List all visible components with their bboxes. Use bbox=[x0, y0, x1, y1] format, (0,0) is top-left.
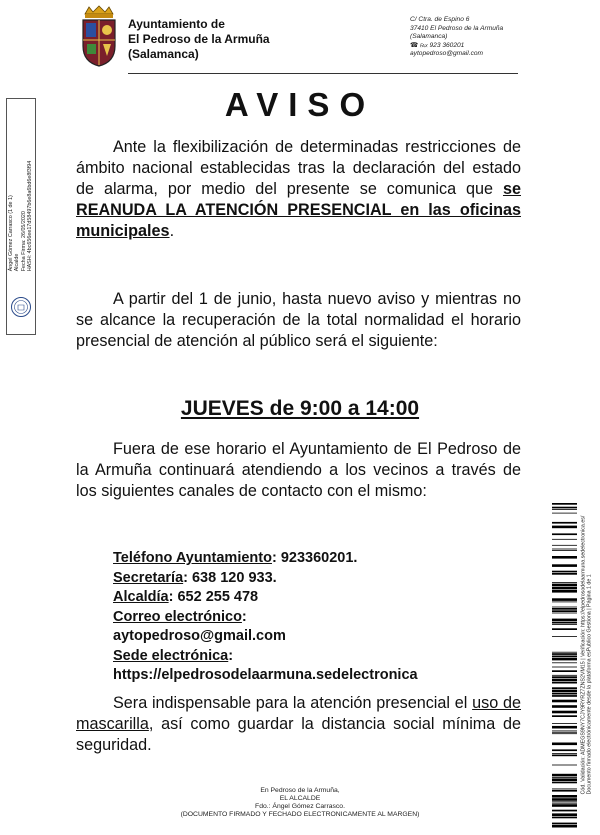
official-seal-icon bbox=[10, 296, 32, 318]
contact-value: : 652 255 478 bbox=[168, 589, 259, 605]
header-contact-block bbox=[410, 16, 503, 59]
contact-value: : 638 120 933. bbox=[183, 569, 277, 586]
validation-line: Cód. Validación: ADMEGS9NY7CJY9RYRZ7ZNS2VM15 | Verificación: https://elpedrosodelaarmuna.sedelectronica.es/ bbox=[580, 515, 587, 795]
contact-label: Correo electrónico bbox=[113, 608, 242, 625]
schedule-heading: JUEVES de 9:00 a 14:00 bbox=[180, 397, 420, 420]
signature-block bbox=[150, 787, 450, 819]
contact-sede-link[interactable]: https://elpedrosodelaarmuna.sedelectronica bbox=[113, 667, 418, 683]
contact-phone bbox=[113, 549, 418, 569]
address-line: (Salamanca) bbox=[410, 33, 448, 41]
mask-requirement-paragraph bbox=[76, 693, 521, 756]
contact-list bbox=[113, 549, 418, 686]
paragraph-text: Ante la flexibilización de determinadas restricciones de ámbito nacional establecidas tras la declaración del estado de alarma, por medio del presente se comunica que bbox=[76, 138, 521, 198]
contact-value: : 923360201. bbox=[271, 550, 358, 566]
notice-paragraph bbox=[76, 137, 521, 242]
organization-name bbox=[128, 17, 270, 62]
stamp-line: Ángel Gómez Carrasco (1 de 1) bbox=[8, 195, 15, 272]
stamp-line: Alcalde bbox=[14, 253, 21, 272]
address-line: C/ Ctra. de Espino 6 bbox=[410, 16, 470, 23]
stamp-line: HASH: 4bc656ee17d58497b6e8a6bd6e8f3f94 bbox=[27, 160, 34, 272]
phone-number: 923 360201 bbox=[429, 41, 465, 49]
signature-stamp-text bbox=[8, 161, 34, 272]
phone-line bbox=[410, 42, 503, 51]
emphasis-text: se REANUDA LA ATENCIÓN PRESENCIAL en las oficinas municipales bbox=[76, 180, 521, 240]
address-line: 37410 El Pedroso de la Armuña bbox=[410, 24, 504, 32]
contact-email-value[interactable]: aytopedroso@gmail.com bbox=[113, 628, 286, 644]
contact-label: Teléfono Ayuntamiento bbox=[113, 550, 272, 566]
contact-sede-label bbox=[113, 647, 418, 667]
signature-line: (DOCUMENTO FIRMADO Y FECHADO ELECTRONICAMENTE AL MARGEN) bbox=[180, 811, 420, 818]
contact-mayor bbox=[113, 588, 418, 608]
header-divider bbox=[128, 73, 518, 74]
signature-line: EL ALCALDE bbox=[279, 795, 321, 802]
channels-intro-paragraph: Fuera de ese horario el Ayuntamiento de El Pedroso de la Armuña continuará atendiendo a los vecinos a través de los siguientes canales de contacto con el mismo: bbox=[76, 440, 521, 500]
municipal-coat-of-arms bbox=[79, 4, 119, 68]
paragraph-text: Sera indispensable para la atención presencial el bbox=[113, 694, 473, 712]
signature-line: En Pedroso de la Armuña, bbox=[260, 787, 340, 794]
org-line: Ayuntamiento de bbox=[128, 17, 225, 31]
barcode-icon bbox=[552, 503, 577, 828]
underlined-text: uso de mascarilla bbox=[76, 694, 521, 733]
contact-colon: : bbox=[241, 608, 247, 625]
signature-line: Fdo.: Ángel Gómez Carrasco. bbox=[255, 803, 345, 810]
validation-line: Documento firmado electrónicamente desde la plataforma esPublico Gestiona | Página 1 de 1 bbox=[587, 574, 593, 795]
contact-secretary bbox=[113, 569, 418, 589]
phone-fax-icon: ☎ ℻ bbox=[410, 41, 430, 49]
contact-label: Secretaría bbox=[113, 569, 184, 586]
contact-label: Alcaldía bbox=[113, 589, 169, 605]
contact-email-label bbox=[113, 608, 418, 628]
org-line: (Salamanca) bbox=[128, 47, 199, 61]
paragraph-text: , así como guardar la distancia social mínima de seguridad. bbox=[76, 715, 521, 754]
contact-colon: : bbox=[228, 647, 234, 664]
paragraph-end: . bbox=[169, 222, 175, 240]
validation-text bbox=[581, 516, 594, 795]
contact-label: Sede electrónica bbox=[113, 647, 229, 664]
page-title: AVISO bbox=[224, 86, 376, 123]
email-line: aytopedroso@gmail.com bbox=[410, 50, 484, 58]
schedule-intro-paragraph: A partir del 1 de junio, hasta nuevo aviso y mientras no se alcance la recuperación de la total normalidad el horario presencial de atención al público será el siguiente: bbox=[76, 290, 521, 350]
stamp-line: Fecha Firma: 26/05/2020 bbox=[21, 211, 27, 272]
org-line: El Pedroso de la Armuña bbox=[128, 32, 270, 46]
